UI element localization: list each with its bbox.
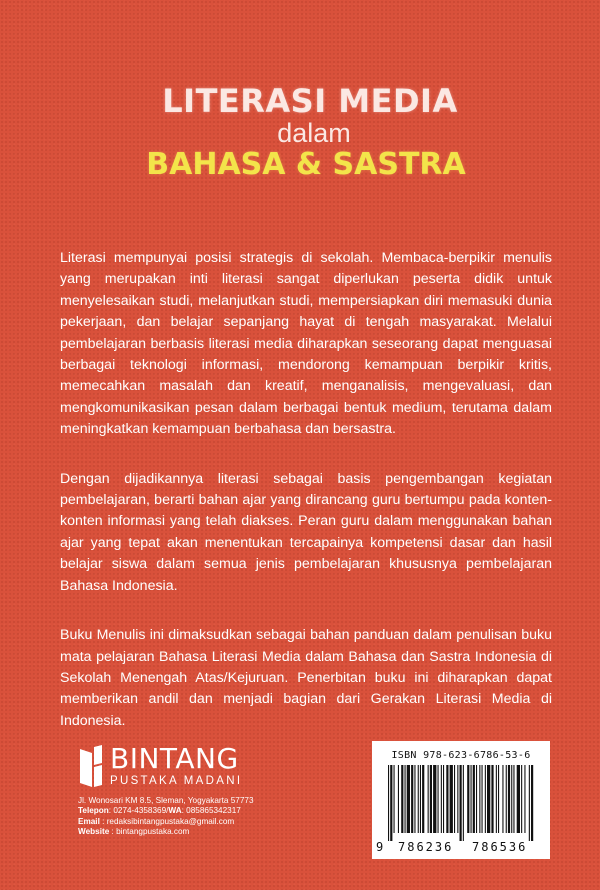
barcode-bar xyxy=(414,765,415,833)
publisher-website-line xyxy=(78,827,254,837)
publisher-logo-icon xyxy=(78,745,104,787)
barcode-bar xyxy=(463,765,464,841)
barcode-bar xyxy=(506,765,507,833)
barcode-bar xyxy=(511,765,512,833)
phone-label: Telepon xyxy=(78,806,109,816)
barcode-bar xyxy=(407,765,410,833)
title-main: LITERASI MEDIA xyxy=(162,82,458,120)
barcode-bar xyxy=(401,765,403,833)
barcode-bar xyxy=(446,765,448,833)
barcode-bar xyxy=(517,765,520,833)
wa-label: WA xyxy=(168,806,182,816)
barcode-bar xyxy=(398,765,399,833)
barcode-bar xyxy=(443,765,444,833)
barcode-bar xyxy=(513,765,514,833)
barcode-bar xyxy=(485,765,486,833)
blurb-paragraph: Buku Menulis ini dimaksudkan sebagai bahan panduan dalam penulisan buku mata pelajaran Bahasa Literasi Media dalam Bahasa dan Sastra Indonesia di Sekolah Menengah Atas/Kejuruan. Penerbitan buku ini diharapkan dapat memberikan andil dan menjadi bagian dari Gerakan Literasi Media di Indonesia. xyxy=(60,627,552,729)
publisher-email-line xyxy=(78,817,254,827)
barcode-bar xyxy=(467,765,469,833)
barcode-bar xyxy=(460,765,462,841)
barcode-bar xyxy=(430,765,432,833)
barcode-bar xyxy=(438,765,439,833)
barcode-bar xyxy=(531,765,533,841)
barcode-bar xyxy=(508,765,510,833)
barcode-bar xyxy=(487,765,490,833)
title-connector: dalam xyxy=(277,118,351,148)
barcode-bar xyxy=(418,765,419,833)
blurb-paragraph: Dengan dijadikannya literasi sebagai basis pengembangan kegiatan pembelajaran, berarti bahan ajar yang dirancang guru bertumpu pada konten-konten informasi yang telah diakses. Peran guru dalam menggunakan bahan ajar yang tepat akan menentukan tercapainya kompetensi dasar dan hasil belajar siswa dalam semua jenis pembelajaran khususnya pembelajaran Bahasa Indonesia. xyxy=(60,470,552,594)
email-label: Email xyxy=(78,816,100,826)
phone-value: : 0274-4358369/ xyxy=(108,806,169,816)
barcode-bar xyxy=(502,765,503,833)
barcode-bar xyxy=(420,765,421,833)
barcode-bar xyxy=(491,765,493,833)
barcode-bar xyxy=(471,765,472,833)
barcode-bar xyxy=(388,765,389,841)
blurb-paragraph: Literasi mempunyai posisi strategis di sekolah. Membaca-berpikir menulis yang merupakan inti literasi sangat diperlukan peserta didik untuk menyelesaikan studi, melanjutkan studi, mempersiapkan diri memasuki dunia pekerjaan, dan belajar sepanjang hayat di tengah masyarakat. Melalui pembelajaran berbasis literasi media diharapkan seseorang dapat menguasai berbagai teknologi informasi, mendorong kemampuan berpikir kritis, memecahkan masalah dan kreatif, menganalisis, mengevaluasi, dan mengkomunikasikan pesan dalam berbagai bentuk medium, terutama dalam meningkatkan kemampuan berbahasa dan bersastra. xyxy=(60,250,552,438)
barcode-bar xyxy=(524,765,525,833)
isbn-text: ISBN 978-623-6786-53-6 xyxy=(391,750,531,761)
barcode-bar xyxy=(422,765,424,833)
barcode-bar xyxy=(479,765,480,833)
publisher-name: BINTANG xyxy=(110,742,239,775)
title-subtitle: BAHASA & SASTRA xyxy=(146,147,466,182)
barcode-bar xyxy=(405,765,406,833)
publisher-subname: PUSTAKA MADANI xyxy=(110,775,243,787)
isbn-barcode xyxy=(372,741,550,859)
barcode-bar xyxy=(411,765,413,833)
barcode-bar xyxy=(428,765,429,833)
publisher-phone-line xyxy=(78,806,254,816)
barcode-bar xyxy=(457,765,458,833)
blurb xyxy=(60,248,552,760)
barcode-digits-right: 786536 xyxy=(472,840,528,854)
barcode-bar xyxy=(390,765,392,841)
publisher-contact xyxy=(78,796,254,837)
barcode-bar xyxy=(441,765,442,833)
barcode-bar xyxy=(482,765,483,833)
barcode-bar xyxy=(529,765,530,841)
website-value: : bintangpustaka.com xyxy=(111,826,190,836)
barcode-bar xyxy=(454,765,455,833)
barcode-bar xyxy=(496,765,497,833)
barcode-bar xyxy=(450,765,453,833)
wa-value: : 085865342317 xyxy=(181,806,241,816)
barcode-bars xyxy=(386,765,536,841)
barcode-bar xyxy=(476,765,477,833)
book-title xyxy=(0,82,600,182)
barcode-bar xyxy=(521,765,522,833)
barcode-digits-left: 786236 xyxy=(398,840,454,854)
barcode-bar xyxy=(433,765,436,833)
website-label: Website xyxy=(78,826,110,836)
email-value: : redaksibintangpustaka@gmail.com xyxy=(102,816,235,826)
barcode-digit-first: 9 xyxy=(376,840,384,854)
publisher-logo xyxy=(78,742,243,787)
barcode-bar xyxy=(473,765,475,833)
barcode-bar xyxy=(394,765,395,833)
barcode-bar xyxy=(498,765,499,833)
publisher-address: Jl. Wonosari KM 8.5, Sleman, Yogyakarta 57773 xyxy=(78,796,254,805)
